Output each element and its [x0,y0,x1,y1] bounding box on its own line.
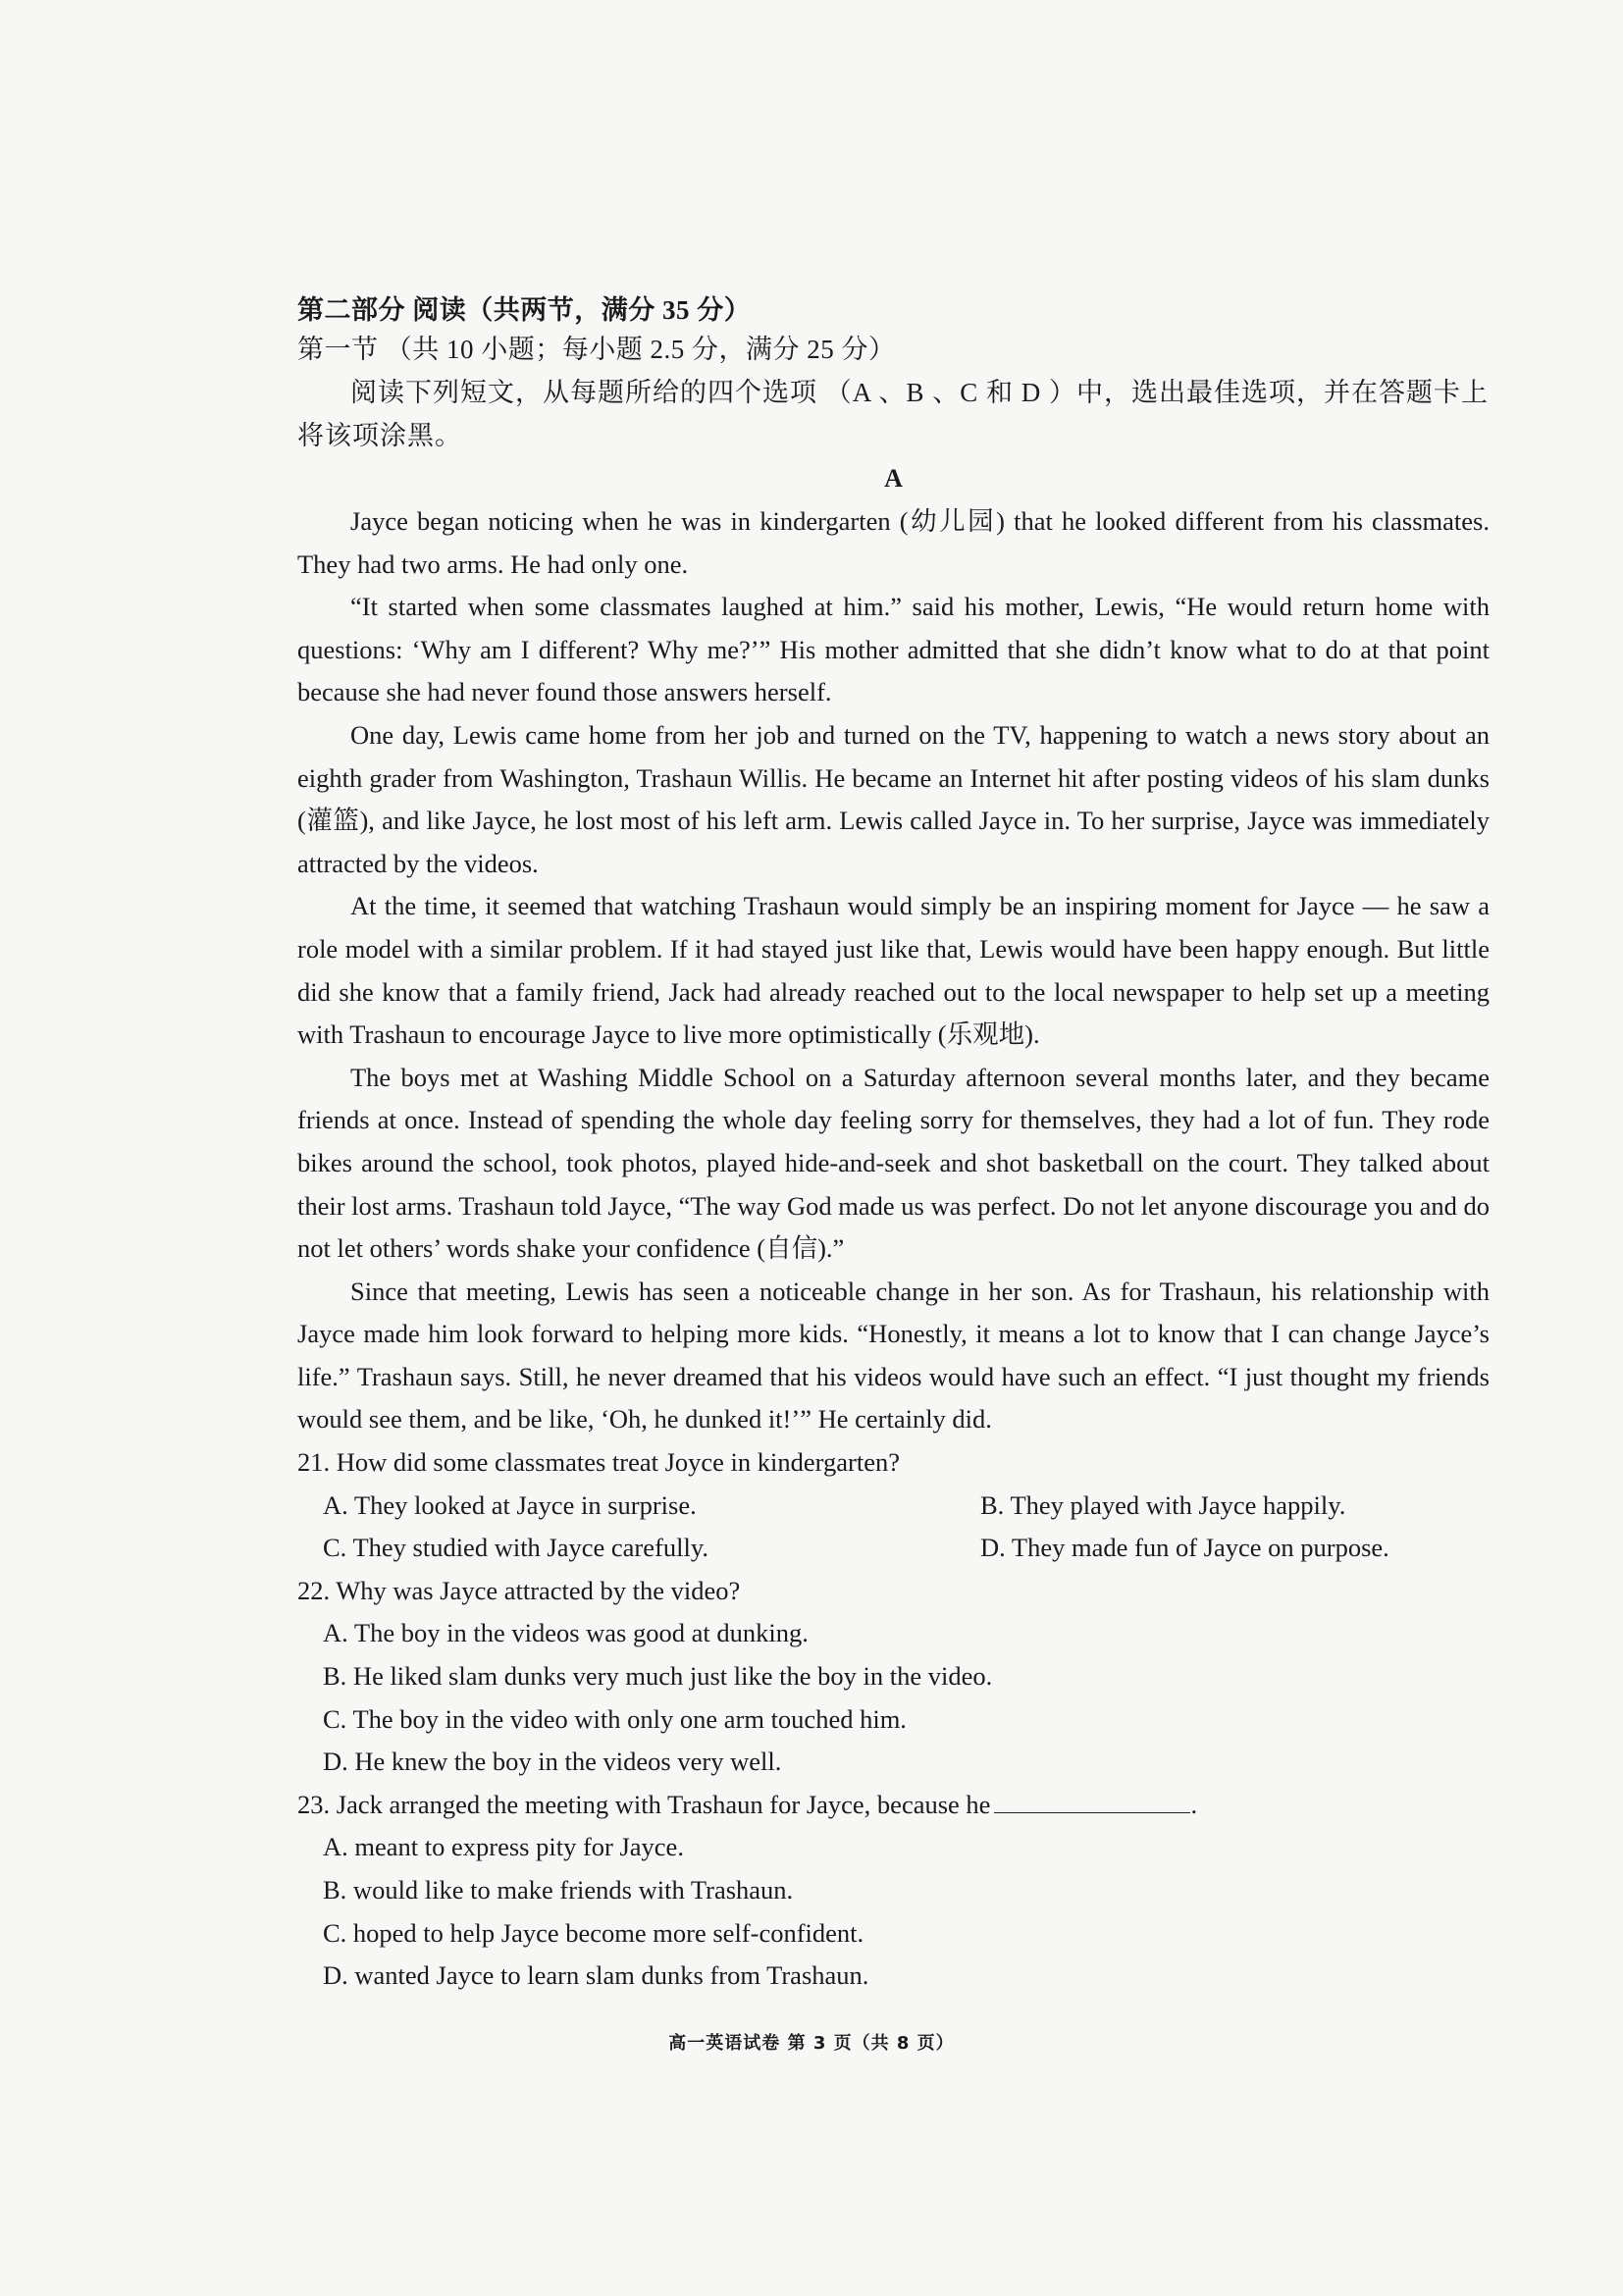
option-a: A. They looked at Jayce in surprise. [323,1489,697,1520]
exam-page [297,290,1490,1998]
question-stem: 21. How did some classmates treat Joyce in kindergarten? [297,1447,900,1478]
question-22 [297,1570,1490,1784]
option-c: C. They studied with Jayce carefully. [323,1533,708,1563]
option-b: B. would like to make friends with Trashaun. [323,1875,794,1905]
options [297,1826,1490,1997]
section-title: 第二部分 阅读（共两节，满分 35 分） [297,295,752,325]
question-21 [297,1441,1490,1570]
paragraph: “It started when some classmates laughed at him.” said his mother, Lewis, “He would return home with questions: ‘Why am I different? Why me?’” His mother admitted that she didn’t know what to do at that point because she had never found those answers herself. [297,592,1490,707]
paragraph: At the time, it seemed that watching Trashaun would simply be an inspiring moment for Jayce — he saw a role model with a similar problem. If it had stayed just like that, Lewis would have been happy enough. But little did she know that a family friend, Jack had already reached out to the local newspaper to help set up a meeting with Trashaun to encourage Jayce to live more optimistically (乐观地). [297,891,1490,1050]
instruction: 阅读下列短文，从每题所给的四个选项 （A 、B 、C 和 D ）中，选出最佳选项，并在答题卡上将该项涂黑。 [297,378,1490,450]
option-b: B. He liked slam dunks very much just like the boy in the video. [323,1661,993,1692]
paragraph: Since that meeting, Lewis has seen a noticeable change in her son. As for Trashaun, his relationship with Jayce made him look forward to helping more kids. “Honestly, it means a lot to know that I can change Jayce’s life.” Trashaun says. Still, he never dreamed that his videos would have such an effect. “I just thought my friends would see them, and be like, ‘Oh, he dunked it!’” He certainly did. [297,1276,1490,1435]
paragraph: One day, Lewis came home from her job and turned on the TV, happening to watch a news story about an eighth grader from Washington, Trashaun Willis. He became an Internet hit after posting videos of his slam dunks (灌篮), and like Jayce, he lost most of his left arm. Lewis called Jayce in. To her surprise, Jayce was immediately attracted by the videos. [297,719,1490,878]
paragraph: Jayce began noticing when he was in kindergarten (幼儿园) that he looked different from his classmates. They had two arms. He had only one. [297,506,1490,579]
option-c: C. hoped to help Jayce become more self-confident. [323,1917,864,1948]
question-stem-text: 23. Jack arranged the meeting with Trashaun for Jayce, because he [297,1789,991,1819]
paragraph: The boys met at Washing Middle School on a Saturday afternoon several months later, and they became friends at once. Instead of spending the whole day feeling sorry for themselves, they had a lot of fun. They rode bikes around the school, took photos, played hide-and-seek and shot basketball on the court. They talked about their lost arms. Trashaun told Jayce, “The way God made us was perfect. Do not let anyone discourage you and do not let others’ words shake your confidence (自信).” [297,1062,1491,1264]
page-footer: 高一英语试卷 第 3 页（共 8 页） [668,2033,955,2054]
option-a: A. The boy in the videos was good at dunking. [323,1618,809,1648]
options [297,1485,1490,1570]
question-23 [297,1784,1490,1998]
option-d: D. He knew the boy in the videos very well. [323,1747,782,1777]
options [297,1612,1490,1783]
question-stem: 22. Why was Jayce attracted by the video? [297,1575,741,1605]
passage [297,500,1490,1441]
passage-label: A [884,464,903,493]
option-d: D. They made fun of Jayce on purpose. [980,1533,1389,1563]
option-c: C. The boy in the video with only one arm touched him. [323,1703,907,1734]
option-b: B. They played with Jayce happily. [980,1489,1346,1520]
answer-blank [994,1791,1190,1813]
option-d: D. wanted Jayce to learn slam dunks from Trashaun. [323,1960,869,1991]
question-stem [297,1784,1490,1827]
option-a: A. meant to express pity for Jayce. [323,1832,684,1862]
question-stem-end: . [1190,1789,1198,1819]
section-subtitle: 第一节 （共 10 小题；每小题 2.5 分，满分 25 分） [297,335,896,364]
